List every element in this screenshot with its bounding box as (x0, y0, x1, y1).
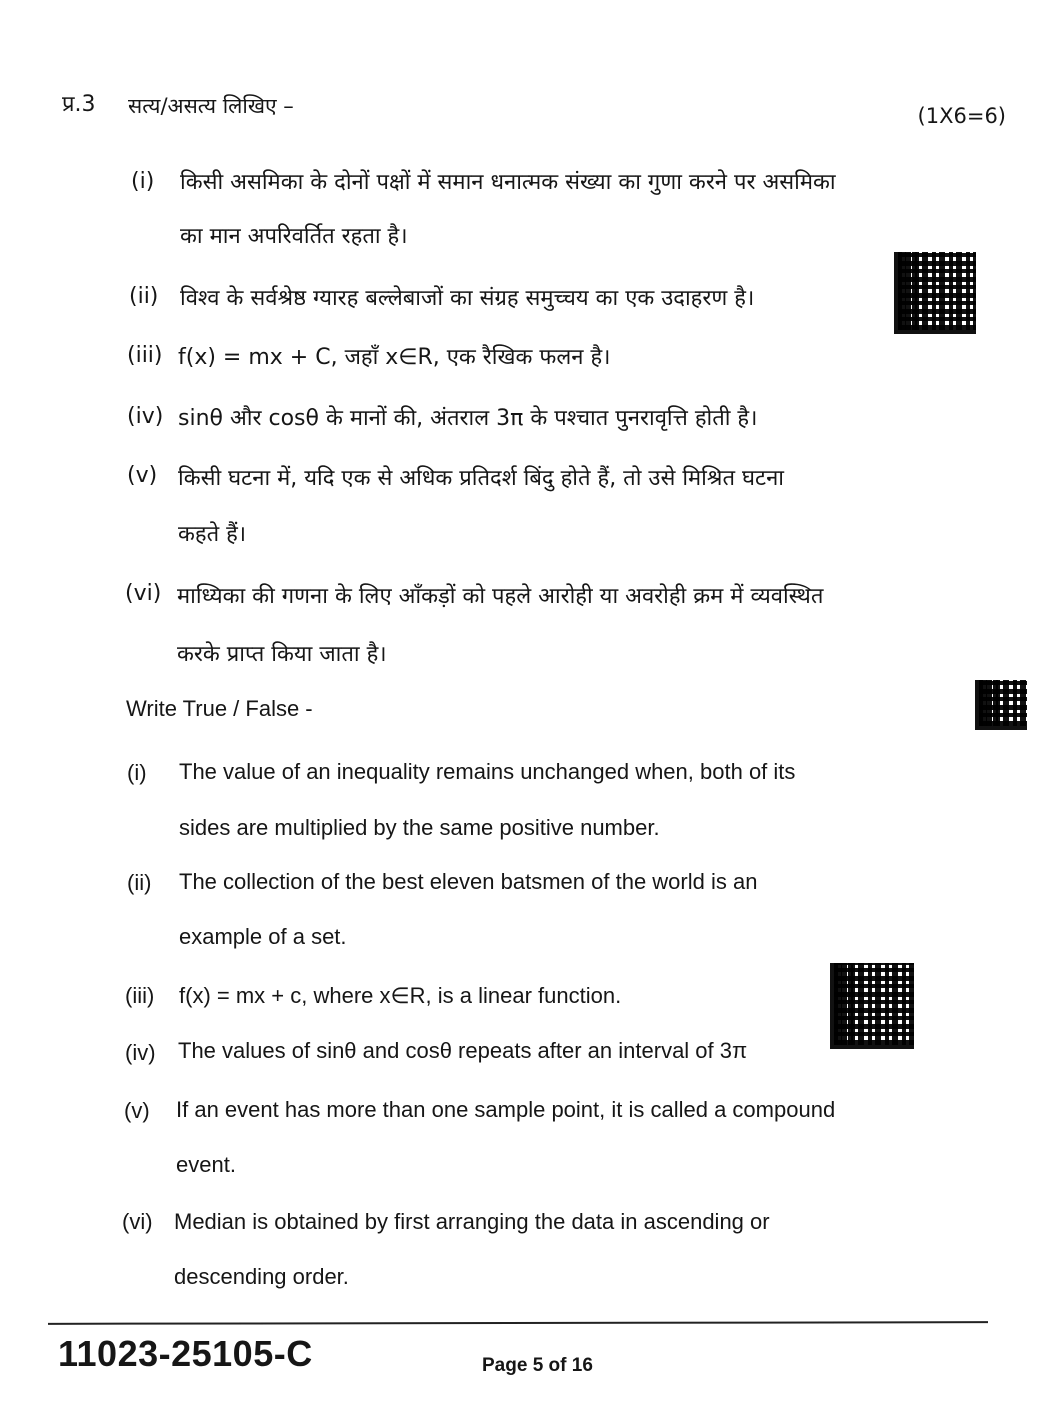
english-item-line: The collection of the best eleven batsmen of the world is an (179, 869, 758, 894)
qr-code-small (975, 680, 1027, 730)
english-item-number: (v) (124, 1098, 150, 1123)
question-title-hindi: सत्य/असत्य लिखिए – (128, 94, 294, 118)
marks-label: (1X6=6) (917, 104, 1006, 128)
hindi-item-line: sinθ और cosθ के मानों की, अंतराल 3π के पश्चात पुनरावृत्ति होती है। (178, 406, 758, 431)
hindi-item-line: किसी घटना में, यदि एक से अधिक प्रतिदर्श बिंदु होते हैं, तो उसे मिश्रित घटना (178, 466, 784, 491)
english-item-line: descending order. (174, 1264, 349, 1289)
hindi-item-number: (vi) (125, 581, 162, 606)
english-item-number: (i) (127, 760, 147, 785)
paper-code: 11023-25105-C (58, 1333, 313, 1374)
hindi-item-line: f(x) = mx + C, जहाँ x∈R, एक रैखिक फलन है। (178, 345, 611, 370)
english-item-line: example of a set. (179, 924, 347, 949)
english-item-line: f(x) = mx + c, where x∈R, is a linear function. (179, 983, 622, 1008)
english-item-number: (vi) (122, 1209, 153, 1234)
hindi-item-line: करके प्राप्त किया जाता है। (177, 642, 387, 667)
english-heading: Write True / False - (126, 696, 313, 721)
hindi-item-line: कहते हैं। (178, 522, 247, 547)
english-item-line: The value of an inequality remains unchanged when, both of its (179, 759, 796, 784)
hindi-item-number: (iii) (127, 343, 163, 368)
hindi-item-line: विश्व के सर्वश्रेष्ठ ग्यारह बल्लेबाजों का संग्रह समुच्चय का एक उदाहरण है। (180, 286, 755, 311)
english-item-number: (iv) (125, 1040, 156, 1065)
english-item-line: If an event has more than one sample point, it is called a compound (176, 1097, 836, 1122)
question-number: प्र.3 (62, 92, 96, 117)
hindi-item-line: का मान अपरिवर्तित रहता है। (180, 224, 408, 249)
datamatrix-code-bottom (830, 963, 914, 1049)
english-item-line: Median is obtained by first arranging the data in ascending or (174, 1209, 770, 1234)
page-number: Page 5 of 16 (482, 1355, 593, 1376)
english-item-line: The values of sinθ and cosθ repeats after an interval of 3π (178, 1038, 748, 1063)
hindi-item-number: (ii) (129, 284, 159, 309)
english-item-line: sides are multiplied by the same positive number. (179, 815, 660, 840)
english-item-number: (iii) (125, 983, 155, 1008)
footer-divider (48, 1321, 988, 1325)
hindi-item-number: (i) (131, 169, 155, 194)
english-item-line: event. (176, 1152, 236, 1177)
hindi-item-number: (iv) (127, 404, 164, 429)
english-item-number: (ii) (127, 870, 152, 895)
hindi-item-number: (v) (127, 463, 158, 488)
hindi-item-line: माध्यिका की गणना के लिए आँकड़ों को पहले आरोही या अवरोही क्रम में व्यवस्थित (177, 584, 824, 609)
hindi-item-line: किसी असमिका के दोनों पक्षों में समान धनात्मक संख्या का गुणा करने पर असमिका (180, 170, 836, 195)
datamatrix-code-top (894, 252, 976, 334)
